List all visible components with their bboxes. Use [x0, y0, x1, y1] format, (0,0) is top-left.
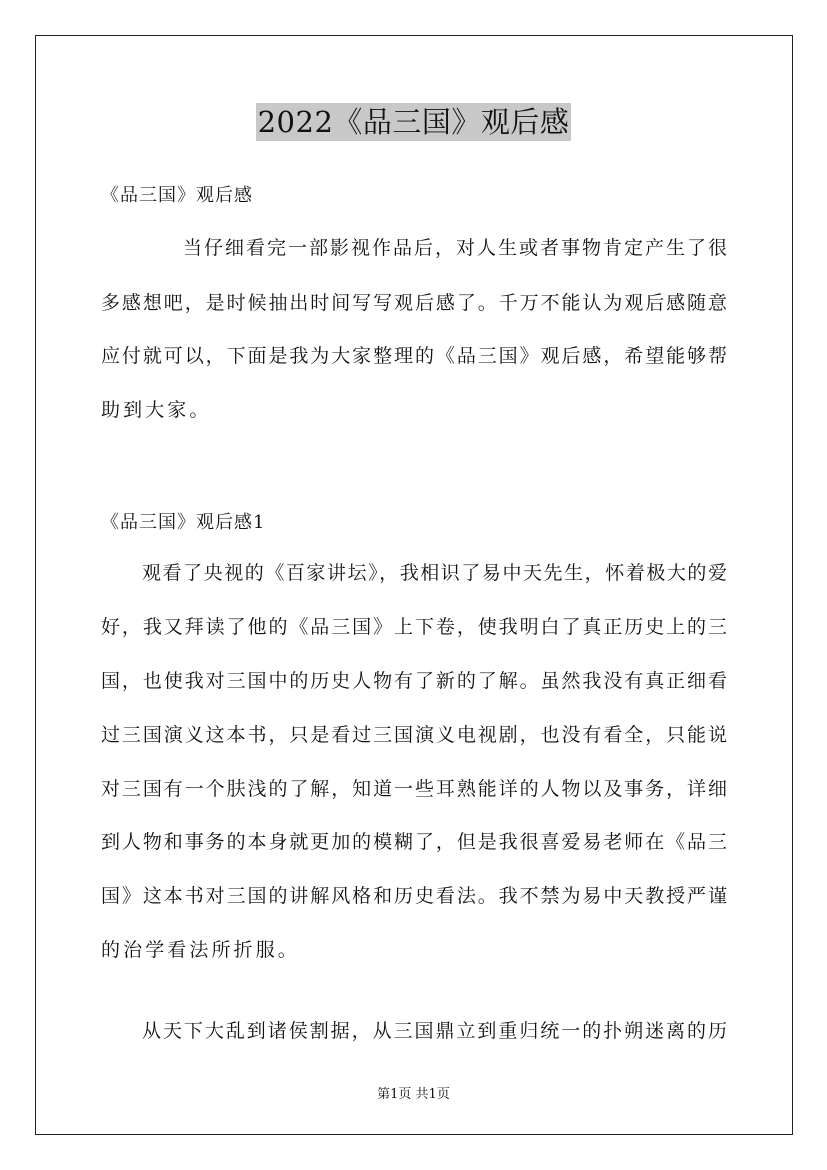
body-line: 过三国演义这本书，只是看过三国演义电视剧，也没有看全，只能说 [101, 724, 727, 746]
intro-line: 助到大家。 [101, 399, 212, 421]
body-line: 到人物和事务的本身就更加的模糊了，但是我很喜爱易老师在《品三 [101, 831, 727, 853]
body-line: 从天下大乱到诸侯割据，从三国鼎立到重归统一的扑朔迷离的历 [142, 1020, 727, 1042]
body-line: 国，也使我对三国中的历史人物有了新的了解。虽然我没有真正细看 [101, 670, 727, 692]
intro-line: 应付就可以，下面是我为大家整理的《品三国》观后感，希望能够帮 [101, 345, 727, 367]
document-subtitle: 《品三国》观后感 [101, 185, 253, 206]
body-line: 好，我又拜读了他的《品三国》上下卷，使我明白了真正历史上的三 [101, 616, 727, 638]
section-heading: 《品三国》观后感1 [101, 512, 266, 533]
intro-line: 当仔细看完一部影视作品后，对人生或者事物肯定产生了很 [183, 237, 727, 259]
intro-line: 多感想吧，是时候抽出时间写写观后感了。千万不能认为观后感随意 [101, 292, 727, 314]
body-line: 国》这本书对三国的讲解风格和历史看法。我不禁为易中天教授严谨 [101, 885, 727, 907]
body-line: 的治学看法所折服。 [101, 939, 300, 961]
body-line: 对三国有一个肤浅的了解，知道一些耳熟能详的人物以及事务，详细 [101, 778, 727, 800]
page-footer: 第1页 共1页 [377, 1087, 450, 1102]
body-line: 观看了央视的《百家讲坛》，我相识了易中天先生，怀着极大的爱 [142, 562, 727, 584]
document-title-text: 2022《品三国》观后感 [257, 105, 570, 139]
document-title [0, 100, 827, 141]
